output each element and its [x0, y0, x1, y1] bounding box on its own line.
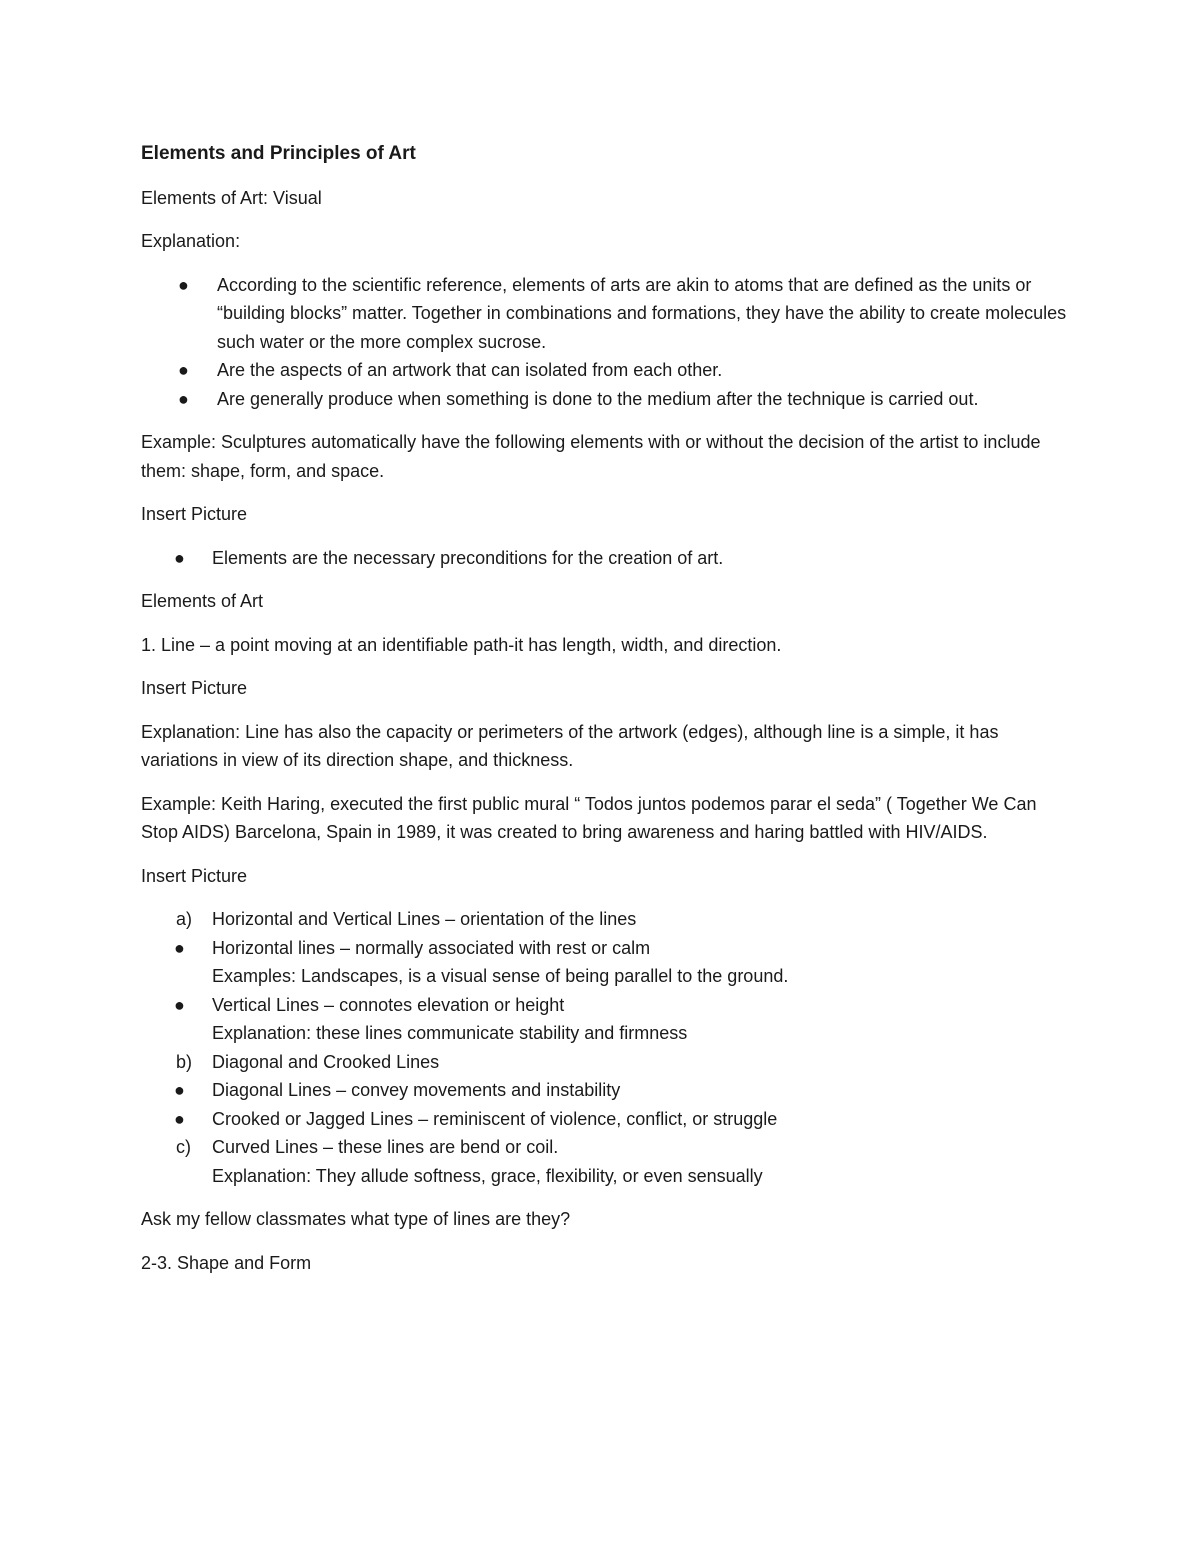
paragraph-insert-picture: Insert Picture [141, 678, 248, 698]
paragraph-explanation-label: Explanation: [141, 231, 241, 251]
paragraph-insert-picture: Insert Picture [141, 865, 248, 886]
bullet-icon: ● [178, 388, 189, 409]
list-item-subtext: Explanation: They allude softness, grace, flexibility, or even sensually [212, 1165, 763, 1186]
list-item: ● Are generally produce when something is done to the medium after the technique is carried out. [141, 385, 1071, 414]
line-types-list [141, 905, 1071, 1190]
list-marker: a) [176, 909, 193, 929]
paragraph-visual: Elements of Art: Visual [141, 187, 322, 208]
list-item: ● Horizontal lines – normally associated with rest or calm Examples: Landscapes, is a visual sense of being parallel to the ground. [141, 934, 1071, 991]
bullet-list-preconditions [141, 544, 1071, 573]
list-marker: b) [176, 1051, 193, 1072]
bullet-icon: ● [178, 274, 189, 295]
list-item: ● Diagonal Lines – convey movements and instability [141, 1076, 1071, 1105]
list-item: ● Elements are the necessary preconditions for the creation of art. [141, 544, 1071, 573]
bullet-icon: ● [178, 360, 189, 380]
paragraph-insert-picture: Insert Picture [141, 504, 248, 524]
paragraph-elements-heading: Elements of Art [141, 591, 264, 611]
bullet-icon: ● [174, 547, 185, 568]
list-item: c) Curved Lines – these lines are bend or coil. Explanation: They allude softness, grace, flexibility, or even sensually [141, 1133, 1071, 1190]
paragraph-example-haring: Example: Keith Haring, executed the first public mural “ Todos juntos podemos parar el seda” ( Together We Can Stop AIDS) Barcelona, Spain in 1989, it was created to bring awareness and haring battled with HIV/AIDS. [141, 793, 1037, 842]
list-item: ● Vertical Lines – connotes elevation or height Explanation: these lines communicate stability and firmness [141, 991, 1071, 1048]
bullet-icon: ● [174, 937, 185, 958]
list-item: ● Are the aspects of an artwork that can isolated from each other. [141, 356, 1071, 385]
paragraph-line-definition: 1. Line – a point moving at an identifiable path-it has length, width, and direction. [141, 634, 782, 655]
paragraph-ask-classmates: Ask my fellow classmates what type of lines are they? [141, 1209, 571, 1229]
list-item: a) Horizontal and Vertical Lines – orientation of the lines [141, 905, 1071, 934]
paragraph-shape-form: 2-3. Shape and Form [141, 1252, 312, 1273]
list-item: ● According to the scientific reference, elements of arts are akin to atoms that are defined as the units or “building blocks” matter. Together in combinations and formations, they have the ability to create molecules such water or the more complex sucrose. [141, 271, 1071, 357]
list-item: ● Crooked or Jagged Lines – reminiscent of violence, conflict, or struggle [141, 1105, 1071, 1134]
bullet-icon: ● [174, 1080, 185, 1100]
list-marker: c) [176, 1137, 191, 1157]
list-item-subtext: Examples: Landscapes, is a visual sense of being parallel to the ground. [212, 966, 789, 986]
bullet-list-elements [141, 271, 1071, 414]
list-item: b) Diagonal and Crooked Lines [141, 1048, 1071, 1077]
bullet-icon: ● [174, 1108, 185, 1129]
document-title: Elements and Principles of Art [141, 143, 416, 164]
paragraph-example-sculptures: Example: Sculptures automatically have the following elements with or without the decision of the artist to include them: shape, form, and space. [141, 432, 1041, 481]
document-page [141, 140, 1071, 1292]
bullet-icon: ● [174, 994, 185, 1015]
list-item-subtext: Explanation: these lines communicate stability and firmness [212, 1023, 688, 1043]
paragraph-line-explanation: Explanation: Line has also the capacity or perimeters of the artwork (edges), although line is a simple, it has variations in view of its direction shape, and thickness. [141, 721, 999, 770]
